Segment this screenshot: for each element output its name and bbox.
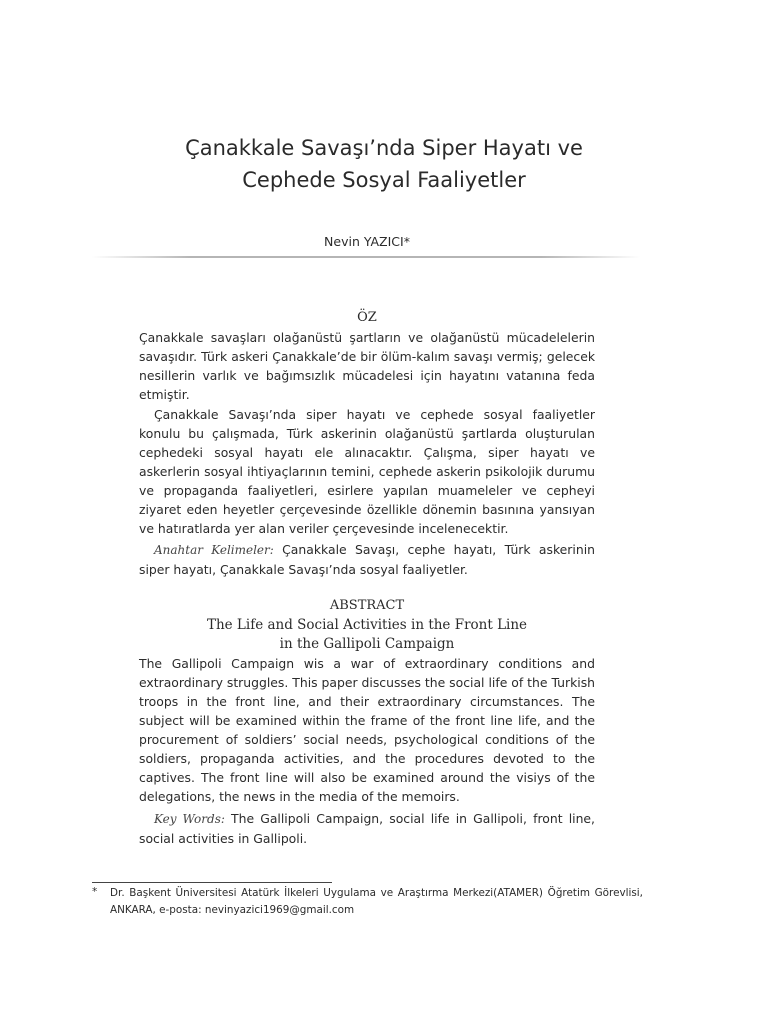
oz-paragraph-1: Çanakkale savaşları olağanüstü şartların ve olağanüstü mücadelelerin savaşıdır. Türk askeri Çanakkale’de bir ölüm-kalım savaşı vermiş; gelecek nesillerin varlık ve bağımsızlık mücadelesi için hayatını vatanına feda etmiştir. — [139, 330, 595, 402]
abstract-title-line-2: in the Gallipoli Campaign — [279, 636, 455, 652]
abstract-paragraph: The Gallipoli Campaign wis a war of extraordinary conditions and extraordinary struggles. This paper discusses the social life of the Turkish troops in the front line, and their extraordinary circumstances. The subject will be examined within the frame of the front line life, and the procurement of soldiers’ social needs, psychological conditions of the soldiers, propaganda activities, and the procedures devoted to the captives. The front line will also be examined around the visiys of the delegations, the news in the media of the memoirs. — [139, 656, 595, 804]
abstract-keywords-text: The Gallipoli Campaign, social life in Gallipoli, front line, social activities in Gallipoli. — [139, 811, 595, 846]
footnote-divider — [92, 882, 332, 883]
oz-keywords-label: Anahtar Kelimeler: — [154, 543, 274, 557]
abstract-heading: ABSTRACT — [329, 598, 405, 613]
oz-keywords-text: Çanakkale Savaşı, cephe hayatı, Türk askerinin siper hayatı, Çanakkale Savaşı’nda sosyal faaliyetler. — [139, 542, 595, 577]
oz-heading: ÖZ — [357, 310, 377, 325]
oz-keywords — [139, 540, 595, 579]
footnote-mark: * — [92, 886, 98, 898]
title-line-2: Cephede Sosyal Faaliyetler — [242, 168, 526, 192]
abstract-keywords — [139, 809, 595, 848]
title-divider — [92, 256, 640, 258]
abstract-keywords-label: Key Words: — [154, 812, 225, 826]
abstract-title-line-1: The Life and Social Activities in the Front Line — [206, 617, 528, 633]
footnote-text: Dr. Başkent Üniversitesi Atatürk İlkeleri Uygulama ve Araştırma Merkezi(ATAMER) Öğretim Görevlisi, ANKARA, e-posta: nevinyazici1969@gmail.com — [110, 887, 643, 916]
title-line-1: Çanakkale Savaşı’nda Siper Hayatı ve — [185, 136, 583, 160]
author-name: Nevin YAZICI* — [324, 234, 410, 249]
oz-paragraph-2: Çanakkale Savaşı’nda siper hayatı ve cephede sosyal faaliyetler konulu bu çalışmada, Türk askerinin olağanüstü şartlarda oluşturulan cephedeki sosyal hayatı ele alınacaktır. Çalışma, siper hayatı ve askerlerin sosyal ihtiyaçlarının temini, cephede askerin psikolojik durumu ve propaganda faaliyetleri, esirlere yapılan muameleler ve cepheyi ziyaret eden heyetler çerçevesinde özellikle dönemin basınına yansıyan ve hatıratlarda yer alan veriler çerçevesinde incelenecektir. — [139, 407, 595, 536]
paper-title — [0, 132, 768, 196]
abstract-title — [139, 616, 595, 654]
